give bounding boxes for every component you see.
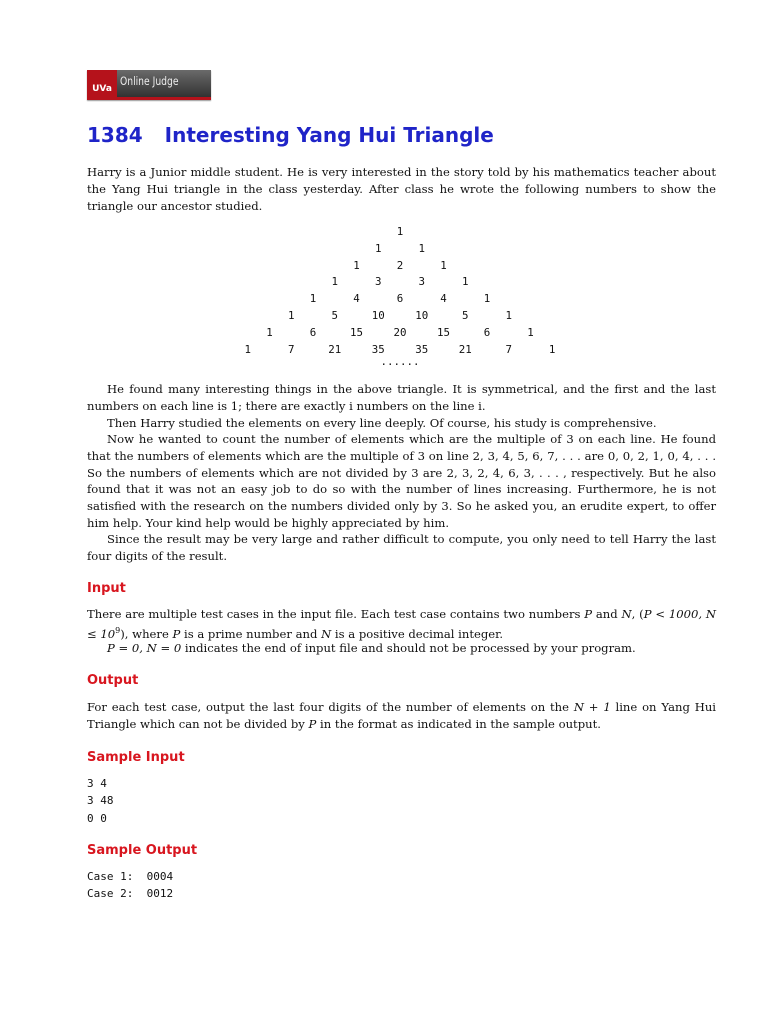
output-paragraph: For each test case, output the last four digits of the number of elements on the N + 1 line on Yang Hui Triangle which can not be divided by P in the format as indicated in the sample output. [87, 700, 716, 731]
triangle-number: 2 [396, 258, 404, 272]
logo-accent-bar [117, 97, 211, 100]
problem-name: Interesting Yang Hui Triangle [164, 123, 494, 147]
triangle-number: 35 [415, 342, 429, 356]
triangle-number: 5 [331, 309, 339, 322]
triangle-number: 1 [309, 292, 317, 306]
triangle-number: 35 [371, 342, 385, 356]
triangle-number: 10 [371, 309, 385, 322]
uva-online-judge-logo [87, 70, 211, 100]
paragraph-multiples: Now he wanted to count the number of elements which are the multiple of 3 on each line. He found that the numbers of elements which are the multiple of 3 on line 2, 3, 4, 5, 6, 7, . . . are 0, 0, 2, 1, 0, 4, . . . So the numbers of elements which are not divided by 3 are 2, 3, 2, 4, 6, 3, . . . , respectively. But he also found that it was not an easy job to do so with the number of lines increasing. Furthermore, he is not satisfied with the research on the numbers divided only by 3. So he asked you, an erudite expert, to offer him help. Your kind help would be highly appreciated by him. [87, 432, 716, 530]
sample-input-line: 3 4 [87, 777, 107, 790]
triangle-number: 6 [309, 325, 317, 339]
input-heading: Input [87, 581, 126, 596]
triangle-number: 1 [505, 309, 512, 322]
intro-paragraph: Harry is a Junior middle student. He is very interested in the story told by his mathematics teacher about the Yang Hui triangle in the class yesterday. After class he wrote the following numbers to show the triangle our ancestor studied. [87, 165, 716, 213]
sample-input-heading: Sample Input [87, 750, 185, 765]
sample-input-line: 3 48 [87, 794, 114, 808]
triangle-number: 1 [461, 275, 469, 289]
triangle-number: 6 [396, 292, 404, 306]
problem-title [87, 123, 494, 147]
triangle-number: 21 [458, 342, 472, 356]
triangle-ellipsis: ...... [380, 355, 420, 369]
sample-input-line: 0 0 [87, 811, 107, 825]
sample-output-line: Case 2: 0012 [87, 887, 174, 901]
triangle-number: 1 [418, 241, 425, 255]
logo-text: Online Judge [120, 74, 179, 88]
triangle-number: 1 [396, 225, 404, 238]
triangle-number: 7 [288, 342, 295, 356]
problem-number: 1384 [87, 123, 143, 147]
triangle-number: 1 [548, 342, 556, 356]
triangle-number: 15 [349, 325, 364, 339]
paragraph-symmetry: He found many interesting things in the above triangle. It is symmetrical, and the first and the last numbers on each line is 1; there are exactly i numbers on the line i. [87, 382, 716, 413]
sample-input-block [87, 775, 114, 827]
triangle-number: 7 [505, 342, 512, 356]
input-termination-paragraph: P = 0, N = 0 indicates the end of input file and should not be processed by your program. [107, 641, 636, 655]
triangle-number: 1 [374, 241, 382, 255]
triangle-number: 3 [418, 275, 425, 289]
triangle-number: 1 [288, 309, 295, 322]
paragraph-study: Then Harry studied the elements on every line deeply. Of course, his study is comprehensive. [107, 416, 657, 430]
triangle-number: 21 [328, 342, 342, 356]
triangle-number: 1 [440, 258, 447, 272]
sample-output-block [87, 868, 173, 903]
triangle-number: 1 [244, 342, 252, 356]
triangle-number: 3 [374, 275, 382, 289]
triangle-number: 4 [440, 292, 447, 306]
triangle-number: 1 [527, 325, 534, 339]
paragraph-result: Since the result may be very large and rather difficult to compute, you only need to tell Harry the last four digits of the result. [87, 532, 716, 563]
triangle-number: 10 [415, 309, 429, 322]
output-heading: Output [87, 673, 139, 688]
triangle-number: 6 [483, 325, 491, 339]
uva-logo-mark: UVa [87, 70, 117, 100]
triangle-number: 1 [266, 325, 273, 339]
sample-output-line: Case 1: 0004 [87, 870, 174, 883]
triangle-number: 1 [353, 258, 360, 272]
triangle-number: 15 [436, 325, 450, 339]
sample-output-heading: Sample Output [87, 843, 198, 858]
input-paragraph: There are multiple test cases in the input file. Each test case contains two numbers P and N, (P < 1000, $N \le 10^9$), where P is a prime number and N is a positive decimal integer. [87, 607, 717, 641]
triangle-number: 5 [461, 309, 469, 322]
triangle-number: 1 [483, 292, 491, 306]
triangle-number: 1 [331, 275, 339, 289]
triangle-number: 4 [353, 292, 360, 306]
triangle-number: 20 [393, 325, 407, 339]
